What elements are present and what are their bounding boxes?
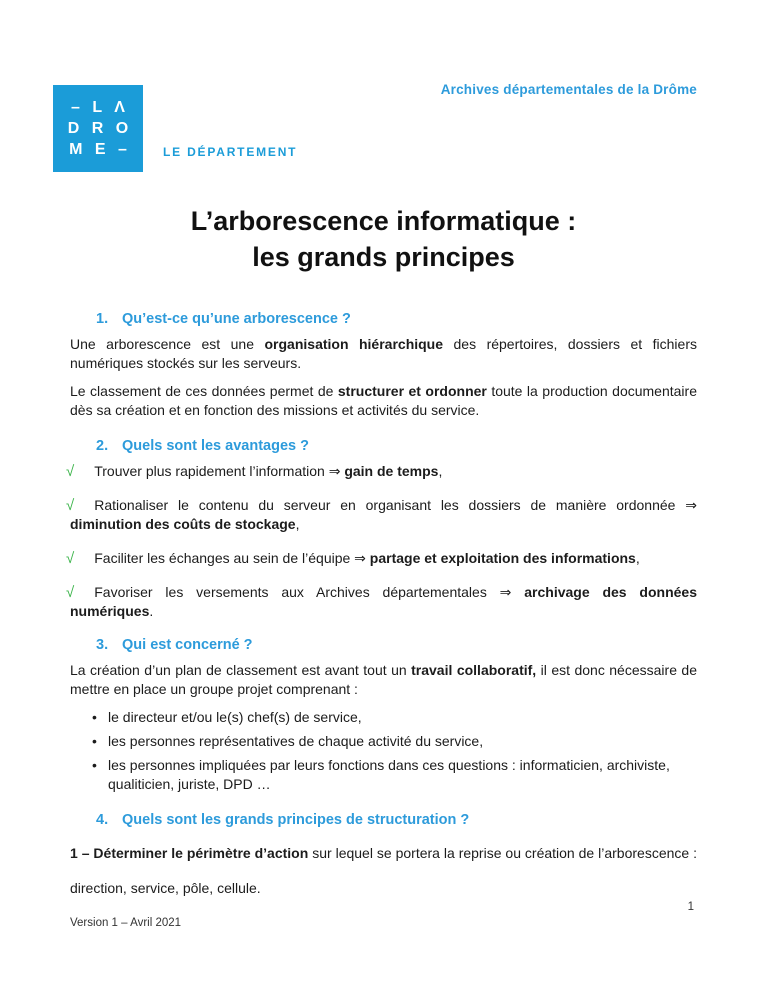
text-segment: , (438, 463, 443, 479)
text-segment: sur lequel se portera la reprise ou création de l’arborescence : direction, service, pôle, cellule. (70, 845, 698, 896)
text-segment-bold: 1 – Déterminer le périmètre d’action (70, 845, 309, 861)
advantage-item (66, 462, 697, 481)
text-segment-bold: travail collaboratif, (411, 662, 537, 678)
section-advantages (66, 437, 697, 621)
list-item (70, 708, 697, 727)
check-icon: √ (66, 550, 75, 567)
section-heading-label: Quels sont les avantages ? (122, 438, 309, 454)
section-4-heading (70, 811, 697, 830)
paragraph-classement (70, 382, 697, 420)
list-item (70, 756, 697, 794)
text-segment: toute la production documentaire dès sa création et en fonction des missions et activités du service. (70, 383, 697, 418)
text-segment-bold: partage et exploitation des informations (369, 550, 636, 566)
text-segment-bold: diminution des coûts de stockage (70, 516, 296, 532)
list-item-text: les personnes impliquées par leurs fonctions dans ces questions : informaticien, archiviste, qualiticien, juriste, DPD … (108, 757, 670, 792)
title-line-2: les grands principes (252, 242, 515, 272)
section-what-is-arborescence (70, 310, 697, 420)
text-segment: Rationaliser le contenu du serveur en organisant les dossiers de manière ordonnée ⇒ (94, 497, 697, 513)
logo-caption: LE DÉPARTEMENT (163, 145, 298, 159)
list-item (70, 732, 697, 751)
text-segment: , (295, 516, 300, 532)
section-1-heading (70, 310, 697, 329)
bullet-icon: • (92, 757, 97, 773)
page-header (67, 0, 697, 172)
check-icon: √ (66, 584, 75, 601)
section-structuring-principles (70, 811, 697, 906)
logo-line: D R O (67, 120, 133, 137)
page-number: 1 (687, 901, 694, 913)
section-number: 3. (96, 637, 109, 653)
check-icon: √ (66, 463, 75, 480)
section-2-heading (70, 437, 697, 456)
drome-logo (53, 85, 143, 172)
section-number: 1. (96, 311, 109, 327)
section-heading-label: Quels sont les grands principes de structuration ? (122, 812, 470, 828)
text-segment: Le classement de ces données permet de (70, 383, 338, 399)
text-segment: . (149, 603, 154, 619)
section-heading-label: Qu’est-ce qu’une arborescence ? (122, 311, 351, 327)
text-segment: , (635, 550, 640, 566)
page-title (70, 203, 697, 275)
list-item-text: le directeur et/ou le(s) chef(s) de service, (108, 709, 362, 725)
version-label: Version 1 – Avril 2021 (70, 917, 182, 929)
section-number: 2. (96, 438, 109, 454)
text-segment: La création d’un plan de classement est avant tout un (70, 662, 412, 678)
organization-name: Archives départementales de la Drôme (440, 82, 697, 97)
list-item-text: les personnes représentatives de chaque activité du service, (108, 733, 484, 749)
bullet-icon: • (92, 709, 97, 725)
title-line-1: L’arborescence informatique : (190, 206, 577, 236)
text-segment: Trouver plus rapidement l’information ⇒ (94, 463, 345, 479)
text-segment: Une arborescence est une (70, 336, 265, 352)
logo-line: M E – (69, 141, 131, 158)
check-icon: √ (66, 497, 75, 514)
text-segment-bold: gain de temps (344, 463, 439, 479)
text-segment: Faciliter les échanges au sein de l’équipe ⇒ (94, 550, 370, 566)
section-3-heading (70, 636, 697, 655)
paragraph-principle-1 (70, 836, 697, 906)
advantage-item (66, 583, 697, 621)
section-heading-label: Qui est concerné ? (122, 637, 253, 653)
text-segment: il est donc nécessaire de mettre en place un groupe projet comprenant : (70, 662, 698, 697)
text-segment: Favoriser les versements aux Archives départementales ⇒ (94, 584, 525, 600)
section-number: 4. (96, 812, 109, 828)
bullet-icon: • (92, 733, 97, 749)
advantage-item (66, 549, 697, 568)
section-who-is-concerned (70, 636, 697, 794)
text-segment-bold: archivage des données numériques (70, 584, 697, 619)
text-segment-bold: structurer et ordonner (337, 383, 487, 399)
project-group-list (70, 708, 697, 794)
paragraph-definition (70, 335, 697, 373)
text-segment: des répertoires, dossiers et fichiers numériques stockés sur les serveurs. (70, 336, 697, 371)
advantage-item (66, 496, 697, 534)
text-segment-bold: organisation hiérarchique (264, 336, 444, 352)
paragraph-intro-group (70, 661, 697, 699)
logo-line: – L Λ (71, 99, 129, 116)
